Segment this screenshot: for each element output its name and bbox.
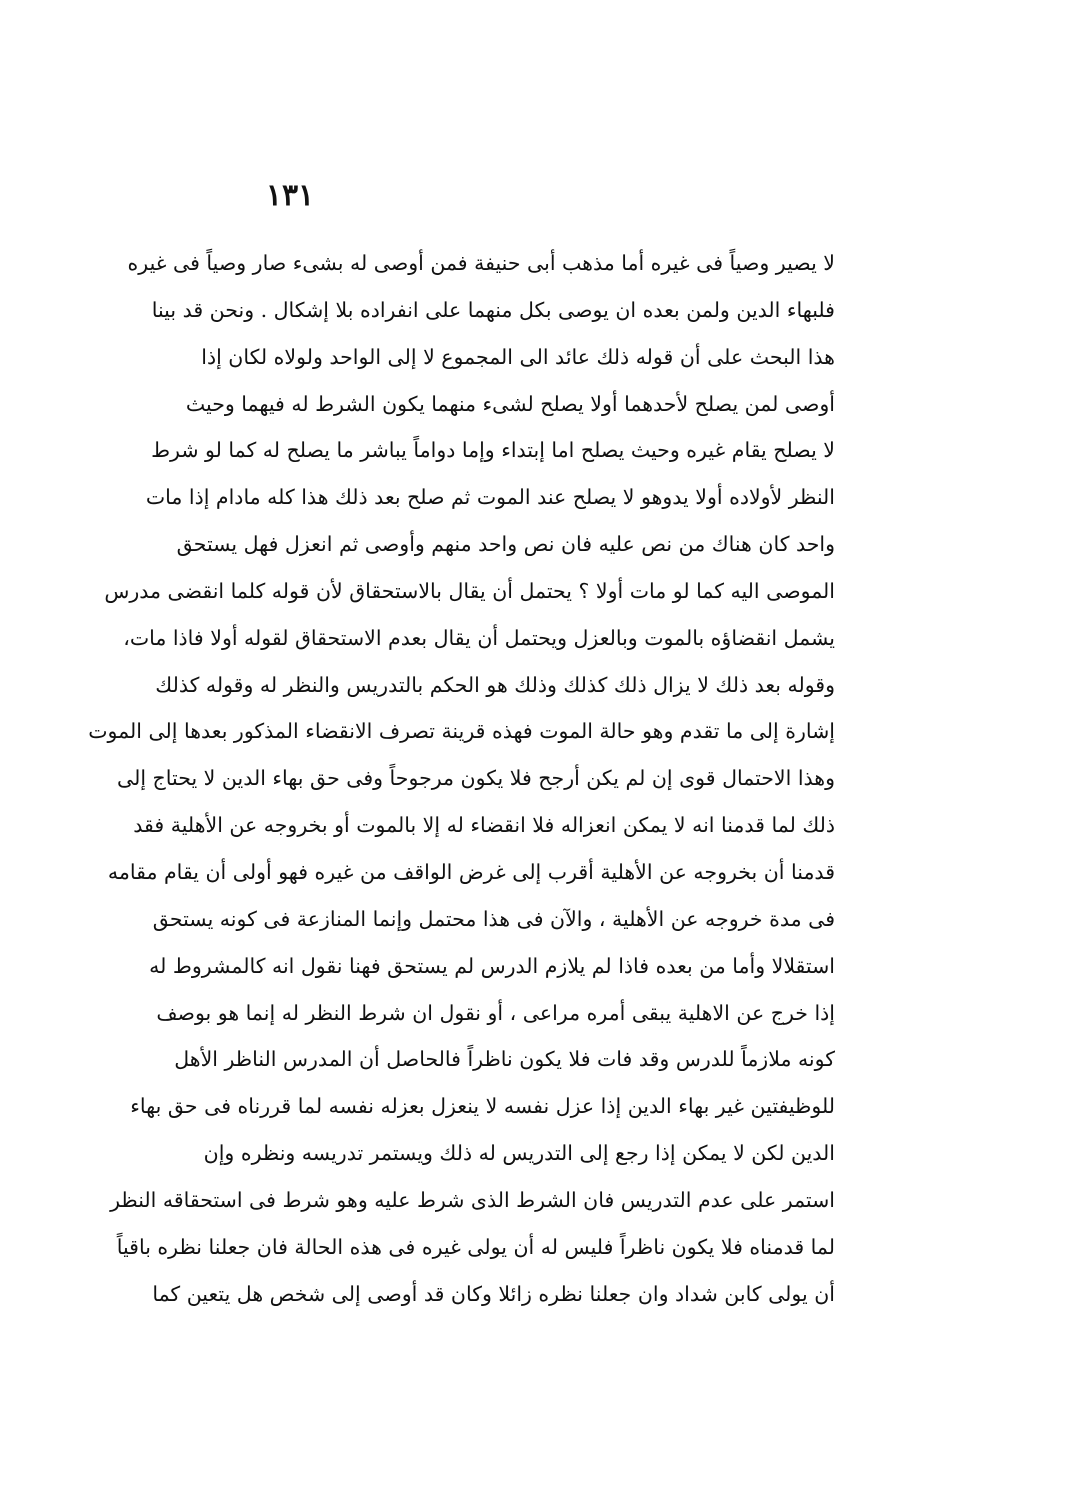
text-line: فى مدة خروجه عن الأهلية ، والآن فى هذا محتمل وإنما المنازعة فى كونه يستحق [152,906,835,931]
text-line: الموصى اليه كما لو مات أولا ؟ يحتمل أن يقال بالاستحقاق لأن قوله كلما انقضى مدرس [104,578,835,603]
text-line: استمر على عدم التدريس فان الشرط الذى شرط عليه وهو شرط فى استحقاقه النظر [110,1187,835,1212]
text-line: لما قدمناه فلا يكون ناظراً فليس له أن يولى غيره فى هذه الحالة فان جعلنا نظره باقياً [116,1234,835,1259]
text-line: إذا خرج عن الاهلية يبقى أمره مراعى ، أو نقول ان شرط النظر له إنما هو بوصف [156,1000,835,1025]
text-line: وقوله بعد ذلك لا يزال ذلك كذلك وذلك هو الحكم بالتدريس والنظر له وقوله كذلك [155,672,835,697]
text-line: يشمل انقضاؤه بالموت وبالعزل ويحتمل أن يقال بعدم الاستحقاق لقوله أولا فاذا مات، [123,625,835,650]
text-line: للوظيفتين غير بهاء الدين إذا عزل نفسه لا ينعزل بعزله نفسه لما قررناه فى حق بهاء [130,1094,835,1119]
body-text [88,240,835,1317]
text-line: هذا البحث على أن قوله ذلك عائد الى المجموع لا إلى الواحد ولولاه لكان إذا [201,344,835,369]
text-line: الدين لكن لا يمكن إذا رجع إلى التدريس له ذلك ويستمر تدريسه ونظره وإن [203,1141,835,1166]
text-line: لا يصير وصياً فى غيره أما مذهب أبى حنيفة فمن أوصى له بشىء صار وصياً فى غيره [127,251,835,275]
text-line: إشارة إلى ما تقدم وهو حالة الموت فهذه قرينة تصرف الانقضاء المذكور بعدها إلى الموت [88,719,835,744]
text-line: لا يصلح يقام غيره وحيث يصلح اما إبتداء وإما دواماً يباشر ما يصلح له كما لو شرط [151,438,835,463]
text-line: كونه ملازماً للدرس وقد فات فلا يكون ناظراً فالحاصل أن المدرس الناظر الأهل [174,1047,835,1072]
text-line: قدمنا أن بخروجه عن الأهلية أقرب إلى غرض الواقف من غيره فهو أولى أن يقام مقامه [107,859,835,884]
text-line: واحد كان هناك من نص عليه فان نص واحد منهم وأوصى ثم انعزل فهل يستحق [176,532,835,557]
text-line: النظر لأولاده أولا يدوهو لا يصلح عند الموت ثم صلح بعد ذلك هذا كله مادام إذا مات [145,485,835,510]
text-line: أن يولى كابن شداد وان جعلنا نظره زائلا وكان قد أوصى إلى شخص هل يتعين كما [152,1281,835,1306]
text-line: استقلالا وأما من بعده فاذا لم يلازم الدرس لم يستحق فهنا نقول انه كالمشروط له [149,953,835,978]
text-line: أوصى لمن يصلح لأحدهما أولا يصلح لشىء منهما يكون الشرط له فيهما وحيث [185,391,835,416]
page-number: ١٣١ [265,178,315,213]
text-line: ذلك لما قدمنا انه لا يمكن انعزاله فلا انقضاء له إلا بالموت أو بخروجه عن الأهلية فقد [133,813,835,838]
text-line: وهذا الاحتمال قوى إن لم يكن أرجح فلا يكون مرجوحاً وفى حق بهاء الدين لا يحتاج إلى [117,766,835,791]
text-line: فلبهاء الدين ولمن بعده ان يوصى بكل منهما على انفراده بلا إشكال . ونحن قد بينا [151,297,835,322]
